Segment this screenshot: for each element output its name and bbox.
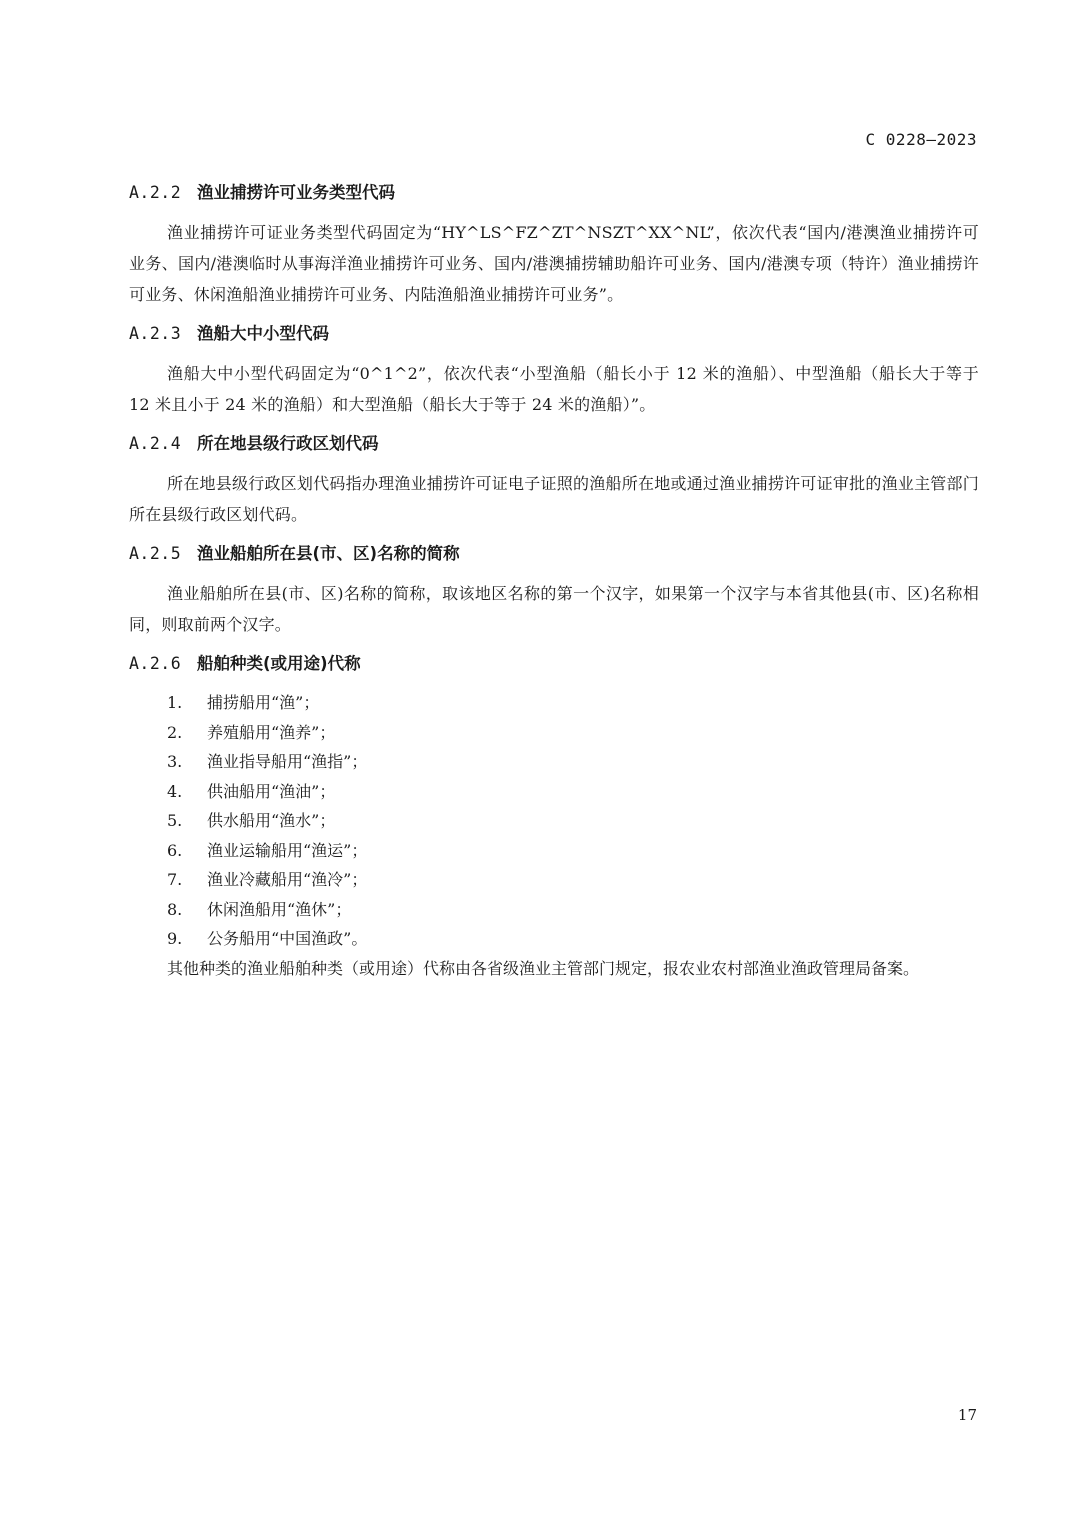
section-number: A.2.5 xyxy=(129,544,182,563)
list-item xyxy=(129,688,979,718)
standard-code: C 0228—2023 xyxy=(865,130,977,149)
list-item-text: 渔业冷藏船用“渔冷”； xyxy=(207,870,368,889)
vessel-type-list xyxy=(129,688,979,954)
section-paragraph: 渔业船舶所在县(市、区)名称的简称，取该地区名称的第一个汉字，如果第一个汉字与本省其他县(市、区)名称相同，则取前两个汉字。 xyxy=(129,584,979,634)
section-paragraph: 所在地县级行政区划代码指办理渔业捕捞许可证电子证照的渔船所在地或通过渔业捕捞许可证审批的渔业主管部门所在县级行政区划代码。 xyxy=(129,474,979,524)
list-item xyxy=(129,747,979,777)
list-item-index: 9. xyxy=(167,929,183,948)
list-item xyxy=(129,777,979,807)
list-item-text: 捕捞船用“渔”； xyxy=(207,693,320,712)
section-title: 渔业船舶所在县(市、区)名称的简称 xyxy=(197,544,460,563)
section-a-2-6 xyxy=(129,648,979,984)
section-heading xyxy=(129,318,979,350)
list-item xyxy=(129,718,979,748)
list-item-text: 公务船用“中国渔政”。 xyxy=(207,929,368,948)
document-body xyxy=(129,171,979,984)
page-number: 17 xyxy=(957,1406,977,1424)
list-item-index: 4. xyxy=(167,781,183,801)
list-item xyxy=(129,806,979,836)
list-item-text: 养殖船用“渔养”； xyxy=(207,722,336,742)
section-heading xyxy=(129,177,979,209)
list-item-index: 7. xyxy=(167,870,183,889)
list-item-index: 2. xyxy=(167,722,183,742)
section-number: A.2.3 xyxy=(129,324,182,343)
section-paragraph: 渔船大中小型代码固定为“0^1^2”，依次代表“小型渔船（船长小于 12 米的渔船）、中型渔船（船长大于等于 12 米且小于 24 米的渔船）和大型渔船（船长大于等于 24 米的渔船）”。 xyxy=(129,364,979,414)
section-title: 船舶种类(或用途)代称 xyxy=(197,654,361,673)
list-item-text: 供油船用“渔油”； xyxy=(207,781,336,801)
list-item-text: 渔业指导船用“渔指”； xyxy=(207,752,368,771)
list-item xyxy=(129,895,979,925)
section-title: 渔业捕捞许可业务类型代码 xyxy=(197,183,395,202)
list-item-text: 供水船用“渔水”； xyxy=(207,811,336,830)
section-paragraph: 渔业捕捞许可证业务类型代码固定为“HY^LS^FZ^ZT^NSZT^XX^NL”，依次代表“国内/港澳渔业捕捞许可业务、国内/港澳临时从事海洋渔业捕捞许可业务、国内/港澳捕捞辅助船许可业务、国内/港澳专项（特许）渔业捕捞许可业务、休闲渔船渔业捕捞许可业务、内陆渔船渔业捕捞许可业务”。 xyxy=(129,223,979,304)
section-title: 所在地县级行政区划代码 xyxy=(197,434,379,453)
list-item-text: 休闲渔船用“渔休”； xyxy=(207,899,352,919)
list-item-text: 渔业运输船用“渔运”； xyxy=(207,840,368,860)
section-number: A.2.2 xyxy=(129,183,182,202)
section-title: 渔船大中小型代码 xyxy=(197,324,329,343)
list-item-index: 5. xyxy=(167,811,183,830)
list-item-index: 3. xyxy=(167,752,183,771)
section-a-2-2 xyxy=(129,177,979,310)
section-a-2-3 xyxy=(129,318,979,420)
list-item-index: 1. xyxy=(167,693,183,712)
section-heading xyxy=(129,648,979,680)
list-item xyxy=(129,865,979,895)
list-item xyxy=(129,836,979,866)
closing-paragraph: 其他种类的渔业船舶种类（或用途）代称由各省级渔业主管部门规定，报农业农村部渔业渔政管理局备案。 xyxy=(167,958,920,978)
section-number: A.2.4 xyxy=(129,434,182,453)
section-heading xyxy=(129,428,979,460)
section-a-2-5 xyxy=(129,538,979,640)
list-item-index: 8. xyxy=(167,899,183,919)
section-number: A.2.6 xyxy=(129,654,182,673)
section-a-2-4 xyxy=(129,428,979,530)
list-item xyxy=(129,924,979,954)
section-heading xyxy=(129,538,979,570)
list-item-index: 6. xyxy=(167,840,183,860)
